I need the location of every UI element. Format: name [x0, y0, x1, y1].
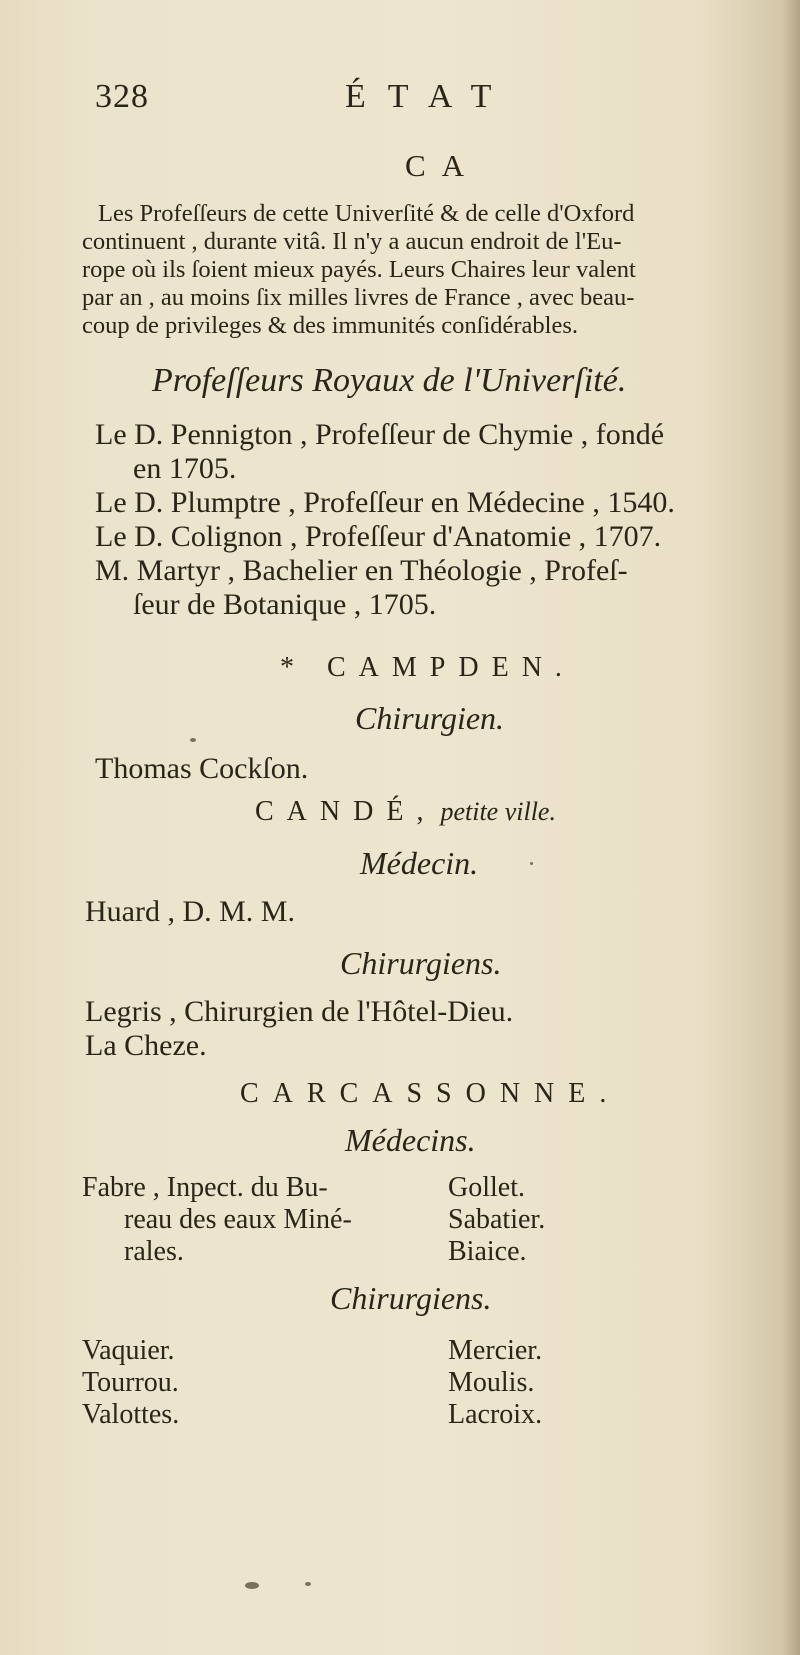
cande-medecin-name: Huard , D. M. M.	[85, 895, 295, 928]
professor-line: en 1705.	[133, 452, 237, 485]
chirurgien-entry: Moulis.	[448, 1367, 535, 1398]
intro-line: rope où ils ſoient mieux payés. Leurs Chaires leur valent	[82, 256, 636, 283]
chirurgien-entry: Tourrou.	[82, 1367, 179, 1398]
campden-name: Thomas Cockſon.	[95, 752, 309, 785]
cande-chirurgiens-list	[85, 995, 513, 1063]
page-number: 328	[95, 78, 149, 115]
professor-line: Le D. Pennigton , Profeſſeur de Chymie , fondé	[95, 418, 665, 451]
chirurgien-name: Legris , Chirurgien de l'Hôtel-Dieu.	[85, 995, 514, 1028]
medecin-entry: reau des eaux Miné-	[124, 1204, 352, 1235]
intro-line: par an , au moins ſix milles livres de France , avec beau-	[82, 284, 635, 311]
professor-line: M. Martyr , Bachelier en Théologie , Profeſ-	[95, 554, 628, 587]
role-medecin: Médecin.	[360, 845, 479, 881]
chirurgien-entry: Mercier.	[448, 1335, 543, 1366]
intro-line: continuent , durante vitâ. Il n'y a aucun endroit de l'Eu-	[82, 228, 622, 255]
medecin-entry: rales.	[124, 1236, 184, 1267]
medecins-left-column	[82, 1172, 352, 1268]
role-chirurgiens-carcassonne: Chirurgiens.	[330, 1280, 492, 1316]
place-campden: * CAMPDEN.	[280, 652, 575, 683]
role-chirurgien: Chirurgien.	[355, 700, 505, 736]
page-edge-shadow	[782, 0, 800, 1655]
intro-paragraph	[82, 200, 772, 340]
place-cande-note: petite ville.	[440, 797, 556, 826]
medecin-entry: Sabatier.	[448, 1204, 546, 1235]
chirurgien-entry: Valottes.	[82, 1399, 180, 1430]
intro-line: coup de privileges & des immunités conſidérables.	[82, 312, 579, 339]
professor-line: ſeur de Botanique , 1705.	[133, 588, 437, 621]
professor-line: Le D. Plumptre , Profeſſeur en Médecine , 1540.	[95, 486, 675, 519]
section-heading: CA	[405, 148, 481, 183]
chirurgiens-right-column	[448, 1335, 542, 1431]
chirurgien-name: La Cheze.	[85, 1029, 207, 1062]
ink-speck	[530, 862, 533, 865]
ink-speck	[245, 1582, 259, 1589]
running-title: ÉTAT	[345, 78, 514, 115]
medecin-entry: Gollet.	[448, 1172, 525, 1203]
place-carcassonne: CARCASSONNE.	[240, 1078, 621, 1109]
place-cande: CANDÉ,	[255, 796, 437, 827]
ink-speck	[305, 1582, 311, 1586]
medecin-entry: Biaice.	[448, 1236, 527, 1267]
medecin-entry: Fabre , Inpect. du Bu-	[82, 1172, 328, 1203]
chirurgien-entry: Vaquier.	[82, 1335, 175, 1366]
place-cande-line	[255, 796, 556, 828]
role-medecins: Médecins.	[345, 1122, 476, 1158]
professor-line: Le D. Colignon , Profeſſeur d'Anatomie , 1707.	[95, 520, 662, 553]
medecins-right-column	[448, 1172, 545, 1268]
professors-list	[95, 418, 675, 622]
professors-heading: Profeſſeurs Royaux de l'Univerſité.	[152, 362, 627, 399]
chirurgiens-left-column	[82, 1335, 179, 1431]
ink-speck	[190, 738, 196, 742]
role-chirurgiens: Chirurgiens.	[340, 945, 502, 981]
intro-line: Les Profeſſeurs de cette Univerſité & de celle d'Oxford	[98, 200, 635, 227]
chirurgien-entry: Lacroix.	[448, 1399, 543, 1430]
